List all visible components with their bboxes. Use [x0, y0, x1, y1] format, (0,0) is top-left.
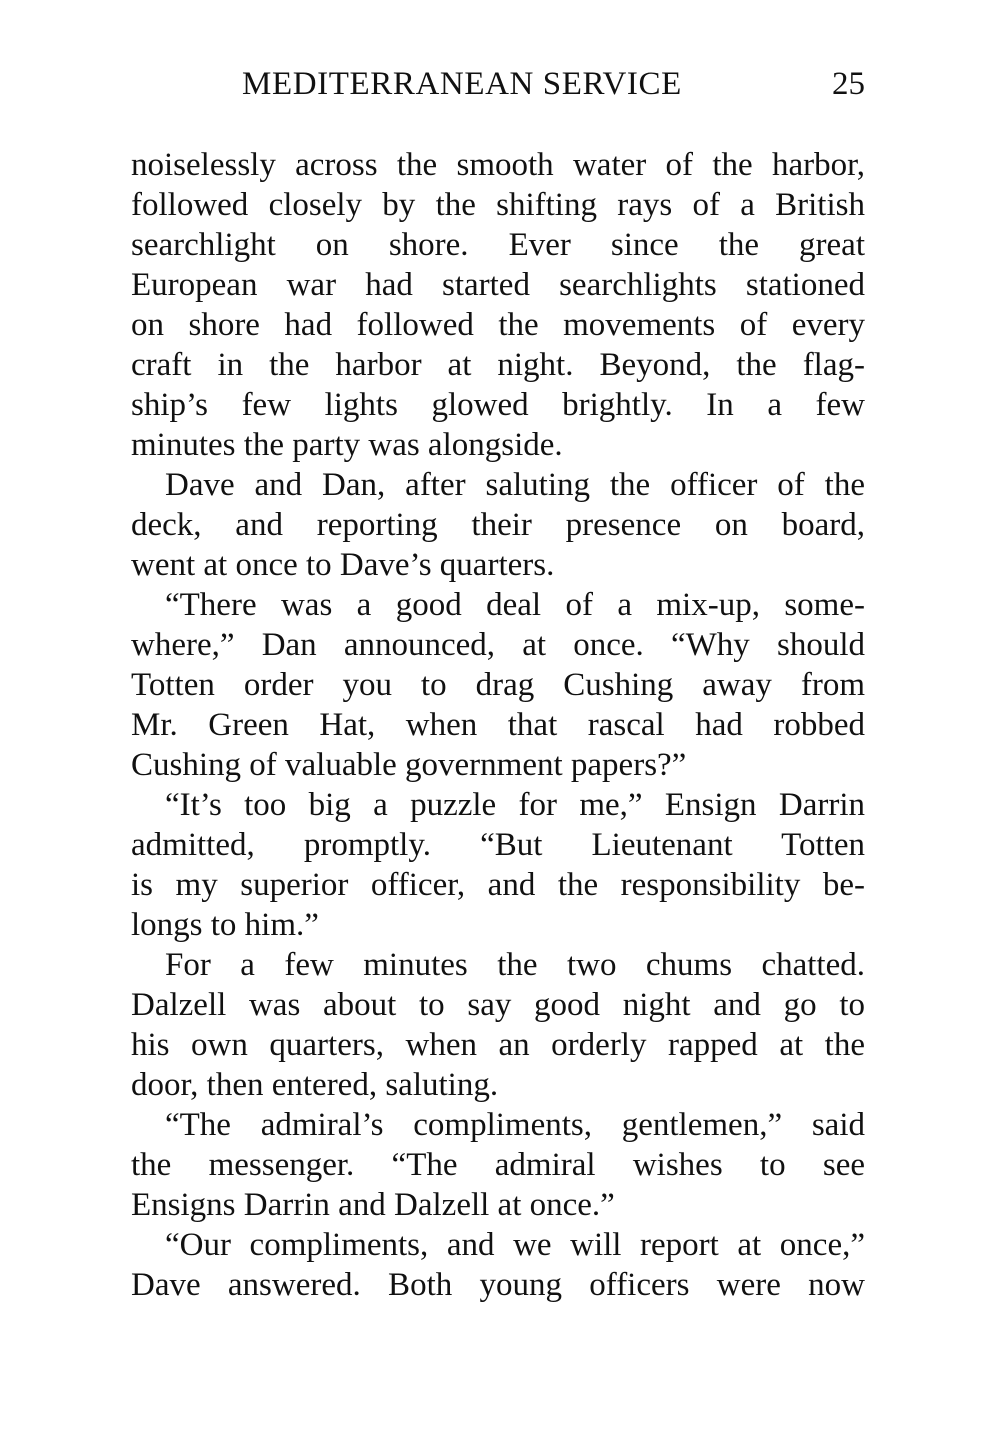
text-line: European war had started searchlights stationed — [131, 267, 865, 303]
paragraph — [131, 465, 865, 585]
text-line: “Our compliments, and we will report at once,” — [165, 1227, 865, 1263]
paragraph — [131, 1225, 865, 1305]
paragraph — [131, 145, 865, 465]
text-line: on shore had followed the movements of every — [131, 307, 865, 343]
text-line: Mr. Green Hat, when that rascal had robbed — [131, 707, 865, 743]
text-line: “It’s too big a puzzle for me,” Ensign Darrin — [165, 787, 865, 823]
paragraph — [131, 945, 865, 1105]
text-line: longs to him.” — [131, 907, 319, 943]
text-line: craft in the harbor at night. Beyond, the flag- — [131, 347, 865, 383]
text-line: For a few minutes the two chums chatted. — [165, 947, 865, 983]
text-line: Dave and Dan, after saluting the officer of the — [165, 467, 865, 503]
paragraph — [131, 1105, 865, 1225]
body-text — [131, 145, 865, 1305]
text-line: searchlight on shore. Ever since the great — [131, 227, 865, 263]
text-line: Cushing of valuable government papers?” — [131, 747, 687, 783]
text-line: “There was a good deal of a mix-up, some- — [165, 587, 865, 623]
text-line: ship’s few lights glowed brightly. In a few — [131, 387, 865, 423]
text-line: deck, and reporting their presence on board, — [131, 507, 865, 543]
text-line: door, then entered, saluting. — [131, 1067, 499, 1103]
text-line: followed closely by the shifting rays of a British — [131, 187, 865, 223]
text-line: Ensigns Darrin and Dalzell at once.” — [131, 1187, 615, 1223]
paragraph — [131, 585, 865, 785]
text-line: Dave answered. Both young officers were now — [131, 1267, 865, 1303]
text-line: noiselessly across the smooth water of the harbor, — [131, 147, 865, 183]
text-line: his own quarters, when an orderly rapped at the — [131, 1027, 865, 1063]
text-line: the messenger. “The admiral wishes to see — [131, 1147, 865, 1183]
running-head — [131, 62, 865, 106]
text-line: went at once to Dave’s quarters. — [131, 547, 555, 583]
running-title: MEDITERRANEAN SERVICE — [242, 66, 682, 102]
text-line: admitted, promptly. “But Lieutenant Totten — [131, 827, 865, 863]
paragraph — [131, 785, 865, 945]
text-line: Totten order you to drag Cushing away from — [131, 667, 865, 703]
page-number: 25 — [832, 66, 865, 102]
text-line: Dalzell was about to say good night and go to — [131, 987, 865, 1023]
text-line: is my superior officer, and the responsibility be- — [131, 867, 865, 903]
text-line: minutes the party was alongside. — [131, 427, 563, 463]
text-line: “The admiral’s compliments, gentlemen,” said — [165, 1107, 865, 1143]
text-line: where,” Dan announced, at once. “Why should — [131, 627, 865, 663]
